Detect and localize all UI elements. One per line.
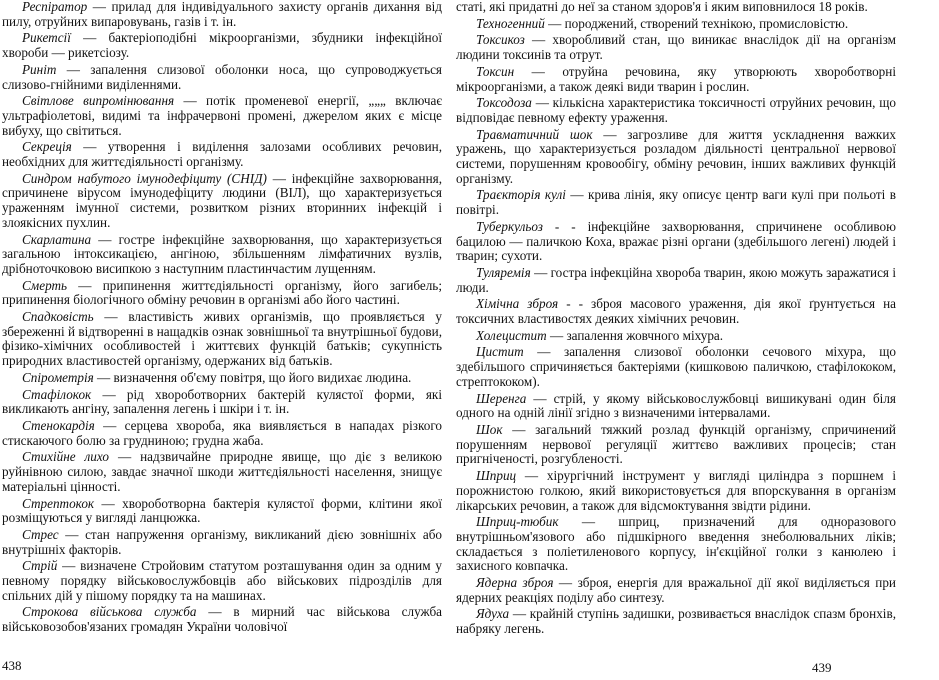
glossary-definition: — запалення жовчного міхура. (546, 327, 724, 343)
glossary-entry (456, 65, 896, 94)
left-page-number: 438 (2, 658, 22, 673)
glossary-term: Стрептокок (22, 495, 95, 511)
glossary-definition: — хвороботворна бактерія кулястої форми, клітини якої розміщуються у вигляді ланцюжка. (2, 495, 442, 526)
glossary-term: Рикетсії (22, 30, 71, 46)
glossary-term: Шприц-тюбик (476, 514, 559, 530)
glossary-entry (2, 310, 442, 369)
glossary-term: Холецистит (476, 327, 547, 343)
glossary-term: Туляремія (476, 264, 531, 280)
glossary-entry (2, 388, 442, 417)
glossary-term: Шок (476, 421, 503, 437)
glossary-entry (2, 371, 442, 386)
right-page (456, 0, 896, 680)
glossary-entry (456, 297, 896, 326)
right-page-number: 439 (812, 660, 832, 675)
glossary-entry (456, 220, 896, 264)
glossary-definition: — породжений, створений технікою, промисловістю. (544, 15, 849, 31)
glossary-definition: — гостра інфекційна хвороба тварин, якою можуть заражатися і люди. (456, 264, 896, 295)
glossary-entry (2, 419, 442, 448)
glossary-term: Шеренга (476, 390, 527, 406)
glossary-term: Цистит (476, 344, 524, 360)
glossary-entry (456, 607, 896, 636)
glossary-entry (456, 576, 896, 605)
glossary-entry (2, 528, 442, 557)
glossary-entry (456, 128, 896, 187)
glossary-definition: — крива лінія, яку описує центр ваги кулі при польоті в повітрі. (456, 187, 896, 218)
glossary-definition: — хворобливий стан, що виникає внаслідок дії на організм людини токсинів та отрут. (456, 32, 896, 63)
glossary-entry (456, 392, 896, 421)
glossary-definition: — визначене Стройовим статутом розташування один за одним у певному порядку військовослужбовців або військових підрозділів для спільних дій у пішому порядку та на машинах. (2, 558, 442, 603)
glossary-entry (456, 266, 896, 295)
glossary-definition: — інфекційне захворювання, спричинене вірусом імунодефіциту людини (ВІЛ), що характеризується ураженням імунної системи, розвитком різних вторинних інфекцій і злоякісних пухлин. (2, 170, 442, 230)
glossary-term: Стихійне лихо (22, 449, 110, 465)
glossary-definition: — зброя, енергія для вражальної дії якої виділяється при ядерних реакціях поділу або синтезу. (456, 575, 896, 605)
glossary-entry (2, 497, 442, 526)
glossary-entry (2, 63, 442, 92)
glossary-definition: — гостре інфекційне захворювання, що характеризується загальною інтоксикацією, ангіною, збільшенням лімфатичних вузлів, дрібноточковою висипкою з наступним пластинчастим лущенням. (2, 231, 442, 276)
glossary-term: Ядерна зброя (476, 575, 554, 591)
glossary-entry (2, 279, 442, 308)
glossary-definition: — крайній ступінь задишки, розвивається внаслідок спазм бронхів, набряку легень. (456, 606, 896, 637)
continuation-text: статі, які придатні до неї за станом здоров'я і яким виповнилося 18 років. (456, 0, 868, 14)
glossary-definition: - - інфекційне захворювання, спричинене особливою бацилою — паличкою Коха, вражає різні органи (здебільшого легені) людей і тварин; сухоти. (456, 218, 896, 264)
glossary-definition: — потік променевої енергії, „„„ включає ультрафіолетові, видимі та інфрачервоні промені, джерелом яких є місце вибуху, що світиться. (2, 93, 442, 138)
glossary-definition: — рід хвороботворних бактерій кулястої форми, які викликають ангіну, запалення легень і шкіри і т. ін. (2, 386, 442, 417)
glossary-definition: — загрозливе для життя ускладнення важких уражень, що характеризується розладом діяльності центральної нервової системи, порушенням кровообігу, обміну речовин, інших важливих функцій організму. (456, 126, 896, 186)
glossary-term: Стафілокок (22, 386, 92, 402)
glossary-term: Спадковість (22, 309, 94, 325)
glossary-term: Строкова військова служба (22, 604, 197, 620)
glossary-term: Смерть (22, 277, 68, 293)
glossary-term: Траєкторія кулі (476, 187, 566, 203)
glossary-entry (456, 33, 896, 62)
glossary-term: Токсодоза (476, 95, 532, 111)
glossary-term: Скарлатина (22, 231, 92, 247)
glossary-term: Травматичний шок (476, 126, 593, 142)
glossary-entry (2, 559, 442, 603)
glossary-term: Риніт (22, 61, 57, 77)
glossary-term: Респіратор (22, 0, 88, 14)
glossary-term: Шприц (476, 468, 517, 484)
glossary-entry (456, 423, 896, 467)
glossary-entry (2, 233, 442, 277)
glossary-term: Хімічна зброя (476, 296, 559, 312)
glossary-term: Стрес (22, 526, 59, 542)
glossary-definition: — запалення слизової оболонки сечового міхура, що здебільшого спричиняється бактеріями (кишковою паличкою, стафілококом, стрептококом). (456, 344, 896, 389)
glossary-entry (456, 469, 896, 513)
glossary-entry (2, 172, 442, 231)
glossary-definition: — хірургічний інструмент у вигляді циліндра з поршнем і порожнистою голкою, який використовується для впорскування в організм лікарських речовин, а також для відсмоктування звідти рідини. (456, 468, 896, 513)
glossary-definition: — кількісна характеристика токсичності отруйних речовин, що відповідає певному ефекту ураження. (456, 95, 896, 125)
glossary-term: Токсин (476, 63, 515, 79)
glossary-entry (456, 188, 896, 217)
glossary-entry (2, 0, 442, 29)
glossary-entry (2, 31, 442, 60)
glossary-entry (456, 96, 896, 125)
glossary-definition: — бактеріоподібні мікроорганізми, збудники інфекційної хвороби — рикетсіозу. (2, 30, 442, 61)
left-page-entries (2, 0, 442, 635)
glossary-entry (456, 17, 896, 32)
glossary-definition: — утворення і виділення залозами особливих речовин, необхідних для життєдіяльності організму. (2, 139, 442, 170)
glossary-definition: - - зброя масового ураження, дія якої ґрунтується на токсичних властивостях деяких хімічних речовин. (456, 296, 896, 327)
right-page-entries (456, 17, 896, 637)
glossary-term: Техногенний (476, 15, 545, 31)
glossary-entry (456, 515, 896, 574)
glossary-definition: — припинення життєдіяльності організму, його загибель; припинення біологічного обміну речовин в організмі або його частині. (2, 277, 442, 308)
glossary-entry (2, 605, 442, 634)
glossary-term: Туберкульоз (476, 218, 543, 234)
glossary-term: Ядуха (476, 606, 510, 622)
glossary-definition: — стрій, у якому військовослужбовці вишикувані один біля одного на одній лінії згідно з визначеними інтервалами. (456, 390, 896, 421)
glossary-definition: — отруйна речовина, яку утворюють хвороботворні мікроорганізми, а також деякі види тварин і рослин. (456, 63, 896, 94)
left-page (2, 0, 442, 680)
glossary-definition: — властивість живих організмів, що проявляється у збереженні й відтворенні в нащадків ознак зовнішньої та внутрішньої будови, фізико-хімічних особливостей і життєвих функцій батьків; сукупність природних властивостей організму, одержаних від батьків. (2, 309, 442, 369)
glossary-definition: — визначення об'єму повітря, що його видихає людина. (93, 369, 412, 385)
glossary-definition: — надзвичайне природне явище, що діє з великою руйнівною силою, завдає значної шкоди життєдіяльності населення, знищує матеріальні цінності. (2, 449, 442, 494)
glossary-definition: — прилад для індивідуального захисту органів дихання від пилу, отруйних випаровувань, газів і т. ін. (2, 0, 442, 29)
glossary-definition: — загальний тяжкий розлад функцій організму, спричинений порушенням нервової регуляції життєво важливих процесів; стан пригніченості, розгубленості. (456, 421, 896, 467)
glossary-term: Спірометрія (22, 369, 94, 385)
glossary-term: Токсикоз (476, 32, 525, 48)
glossary-entry (456, 329, 896, 344)
glossary-definition: — шприц, призначений для одноразового внутрішньом'язового або підшкірного введення знеболювальних ліків; складається з поліетиленового корпусу, ін'єкційної голки з канюлею і захисного ковпачка. (456, 514, 896, 574)
glossary-term: Стенокардія (22, 417, 95, 433)
glossary-entry (456, 345, 896, 389)
glossary-definition: — в мирний час військова служба військовозобов'язаних громадян України чоловічої (2, 604, 443, 635)
glossary-entry (2, 94, 442, 138)
glossary-entry (2, 140, 442, 169)
glossary-definition: — стан напруження організму, викликаний дією зовнішніх або внутрішніх факторів. (2, 526, 442, 557)
glossary-term: Світлове випромінювання (22, 93, 175, 109)
glossary-definition: — запалення слизової оболонки носа, що супроводжується слизово-гнійними виділеннями. (2, 61, 442, 92)
glossary-term: Секреція (22, 139, 72, 155)
glossary-term: Синдром набутого імунодефіциту (СНІД) (22, 170, 267, 186)
glossary-definition: — серцева хвороба, яка виявляється в нападах різкого стискаючого болю за грудниною; грудна жаба. (2, 417, 442, 448)
glossary-entry (2, 450, 442, 494)
glossary-term: Стрій (22, 558, 58, 574)
